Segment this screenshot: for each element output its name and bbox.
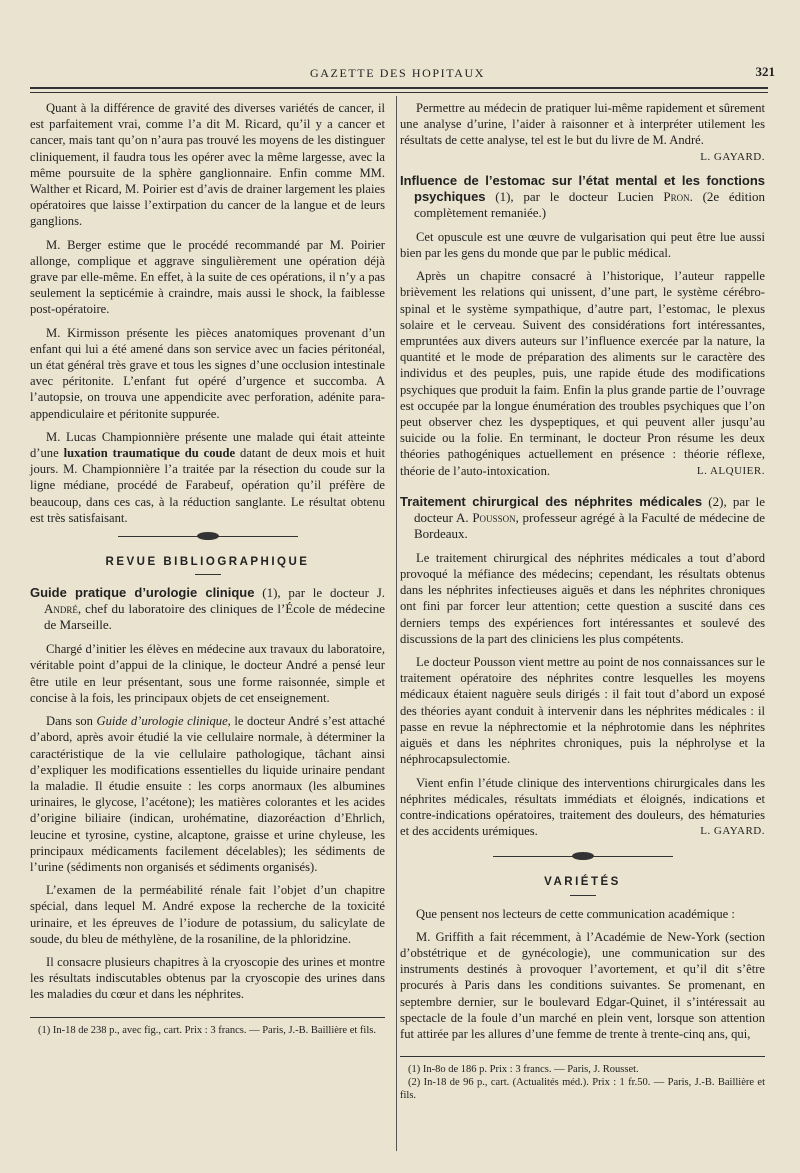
book-author: J. André <box>44 585 386 617</box>
book-entry <box>30 585 385 633</box>
signature: L. GAYARD. <box>700 150 765 163</box>
footnote-ref: (1), par le docteur <box>262 585 369 601</box>
book-details: , professeur agrégé à la Faculté de médecine de Bordeaux. <box>414 509 766 541</box>
paragraph: Cet opuscule est une œuvre de vulgarisation qui peut être lue aussi bien par les gens du monde que par le public médical. <box>400 229 765 261</box>
page-number: 321 <box>755 64 775 79</box>
paragraph <box>400 775 765 840</box>
book-title: Influence de l’estomac sur l’état mental et les fonctions psychiques <box>400 172 765 204</box>
paragraph: M. Griffith a fait récemment, à l’Académie de New-York (section d’obstétrique et de gynécologie), une communication sur des instruments destinés à provoquer l’avortement, et qu’il dit s’être procurés à Paris dans les conditions suivantes. Se promenant, en septembre dernier, sur le boulevard Edgar-Quinet, il s’intéressait au spectacle de la foule d’un marché en plein vent, lorsque son attention fut attirée par les allures d’une femme de trente à trente-cinq ans, qui, <box>400 929 765 1041</box>
footnote-rule <box>30 1017 385 1018</box>
book-title: Guide pratique d’urologie clinique <box>30 585 255 601</box>
paragraph: Il consacre plusieurs chapitres à la cryoscopie des urines et montre les résultats indiscutables obtenus par la cryoscopie des urines dans les maladies du cœur et dans les néphrites. <box>30 954 385 1002</box>
column-divider <box>396 96 397 1151</box>
paragraph: M. Berger estime que le procédé recommandé par M. Poirier allonge, complique et aggrave singulièrement une opération déjà grave par elle-même. En effet, à la suite de ces opérations, il n’y a pas seulement la septicémie à craindre, mais aussi le shock, la faiblesse post-opératoire. <box>30 237 385 317</box>
ornament-divider <box>493 854 673 860</box>
footnote-ref: (1), par le docteur Lucien <box>495 188 654 204</box>
signature: L. ALQUIER. <box>696 464 765 477</box>
paragraph: Quant à la différence de gravité des diverses variétés de cancer, il est parfaitement vrai, comme l’a dit M. Ricard, qu’il y a cancer et cancer, mais tant qu’on n’aura pas trouvé les moyens de les distinguer cliniquement, il faudra tous les opérer avec la même largesse, avec la même poursuite de la sphère ganglionnaire. Enfin comme MM. Walther et Ricard, M. Poirier est d’avis de drainer largement les plaies opératoires que laisse l’extirpation du cancer de la langue et de leurs ganglions. <box>30 101 385 229</box>
text-run: datant de deux mois et huit jours. M. Championnière l’a traitée par la résection du coude sur la ligne médiane, procédé de Farabeuf, opération qu’il préfère de beaucoup, dans ces cas, à la réduction sanglante. Le résultat obtenu est très satisfaisant. <box>30 446 385 525</box>
text-run: M. Lucas Championnière présente une malade qui était atteinte d’une <box>30 429 385 461</box>
italic-run: Guide d’urologie clinique <box>96 714 228 729</box>
paragraph: Que pensent nos lecteurs de cette communication académique : <box>416 906 735 921</box>
paragraph: Le docteur Pousson vient mettre au point de nos connaissances sur le traitement opératoire des néphrites contre lesquelles les moyens médicaux étaient naguère seuls dirigés : il fait tout d’abord un exposé des théories ayant conduit à intervenir dans les néphrites médicales : il passe en revue la néphrectomie et la néphrotomie dans les néphrites aiguës et dans les néphrites chroniques, puis la néphrolyse et la néphrocapsulectomie. <box>400 655 765 767</box>
paragraph: M. Kirmisson présente les pièces anatomiques provenant d’un enfant qui lui a été amené dans son service avec un facies péritonéal, un état général très grave et tous les signes d’une occlusion intestinale avec péritonite. L’enfant fut opéré d’urgence et succomba. A l’autopsie, on trouva une appendicite avec perforation, adénite para-appendiculaire et péritonite suppurée. <box>30 325 385 421</box>
paragraph <box>400 100 765 163</box>
paragraph <box>30 713 385 875</box>
section-rule <box>195 574 221 575</box>
book-author: Pron <box>663 188 690 204</box>
section-rule <box>570 895 596 896</box>
ornament-divider <box>118 534 298 540</box>
book-title: Traitement chirurgical des néphrites médicales <box>400 493 703 509</box>
paragraph <box>400 268 765 479</box>
left-column <box>30 100 385 1037</box>
book-entry <box>400 173 765 221</box>
right-column <box>400 100 765 1102</box>
footnote-rule <box>400 1056 765 1057</box>
bold-run: luxation traumatique du coude <box>63 446 236 461</box>
book-details: , chef du laboratoire des cliniques de l’École de médecine de Marseille. <box>44 601 385 633</box>
section-title: REVUE BIBLIOGRAPHIQUE <box>105 556 310 569</box>
signature: L. GAYARD. <box>700 825 765 838</box>
book-author: Pousson <box>472 509 516 525</box>
paragraph <box>30 429 385 526</box>
paragraph: L’examen de la perméabilité rénale fait l’objet d’un chapitre spécial, dans lequel M. André expose la recherche de la toxicité urinaire, et les épreuves de l’iodure de potassium, du salicylate de soude, du bleu de méthylène, de la rosaniline, de la phloridzine. <box>30 883 385 946</box>
section-title: VARIÉTÉS <box>544 876 621 889</box>
paragraph: Chargé d’initier les élèves en médecine aux travaux du laboratoire, véritable point d’appui de la clinique, le docteur André a pensé leur être utile en leur présentant, sous une forme raisonnée, simple et concise à la fois, les principaux objets de cet enseignement. <box>30 642 385 705</box>
paragraph: Le traitement chirurgical des néphrites médicales a tout d’abord provoqué la méfiance des médecins; cependant, les résultats obtenus dans les néphrites infectieuses aiguës et dans les néphrites chroniques ont fini par forcer leur attention; cette question a suscité dans ces derniers temps des expériences fort intéressantes et soulevé des discussions de la part des cliniciens les plus compétents. <box>400 550 765 646</box>
book-entry <box>400 494 765 542</box>
footnote-ref: (2), par le docteur A. <box>414 493 766 525</box>
text-run: Vient enfin l’étude clinique des interventions chirurgicales dans les néphrites médicales, résultats immédiats et éloignés, indications et contre-indications opératoires, traitement des douleurs, des hématuries et des accidents urémiques. <box>400 775 765 839</box>
footnote: (1) In-18 de 238 p., avec fig., cart. Prix : 3 francs. — Paris, J.-B. Baillière et fils. <box>38 1024 376 1036</box>
text-run: Permettre au médecin de pratiquer lui-même rapidement et sûrement une analyse d’urine, l’aider à raisonner et à interpréter utilement les résultats de cette analyse, tel est le but du livre de M. André. <box>400 101 765 148</box>
header-rule <box>30 87 768 93</box>
book-details: . (2e édition complètement remaniée.) <box>414 188 766 220</box>
text-run: Après un chapitre consacré à l’historique, l’auteur rappelle brièvement les relations qui unissent, d’une part, le système cérébro-spinal et le système sympathique, d’autre part, l’estomac, le plexus solaire et le cerveau. Suivent des considérations fort intéressantes, empruntées aux divers auteurs sur l’influence exercée par la nature, la quantité et le mode de préparation des aliments sur le caractère des individus et des peuples, puis, une rapide étude des modifications psychiques que produit la faim. Enfin la plus grande partie de l’ouvrage est occupée par la longue énumération des troubles psychiques que l’on peut observer chez les dyspeptiques, et qui peuvent aller jusqu’au suicide ou la folie. En terminant, le docteur Pron résume les deux théories pathogéniques actuellement en présence : théorie réflexe, théorie de l’auto-intoxication. <box>400 269 765 478</box>
text-run: , le docteur André s’est attaché d’abord, après avoir étudié la vie cellulaire normale, à déterminer la caractéristique de la vie cellulaire pathologique, tâchant ainsi d’expliquer les modifications essentielles du liquide urinaire pendant la maladie. Il étudie ensuite : les corps anormaux (les albumines urinaires, le glycose, l’acétone); les matières colorantes et les acides d’origine biliaire (indican, urohématine, diazoréaction d’Ehrlich, leucine et tyrosine, cystine, alcaptone, graisse et urine chyleuse, les principaux médicaments facilement décelables); les sédiments de l’urine (sédiments non organisés et sédiments organisés). <box>30 714 385 874</box>
footnote: (2) In-18 de 96 p., cart. (Actualités méd.). Prix : 1 fr.50. — Paris, J.-B. Baillière et fils. <box>400 1077 765 1102</box>
text-run: Dans son <box>46 714 93 729</box>
footnote: (1) In-8o de 186 p. Prix : 3 francs. — Paris, J. Rousset. <box>408 1064 639 1076</box>
journal-title: GAZETTE DES HOPITAUX <box>309 66 486 80</box>
page-header <box>20 62 775 84</box>
